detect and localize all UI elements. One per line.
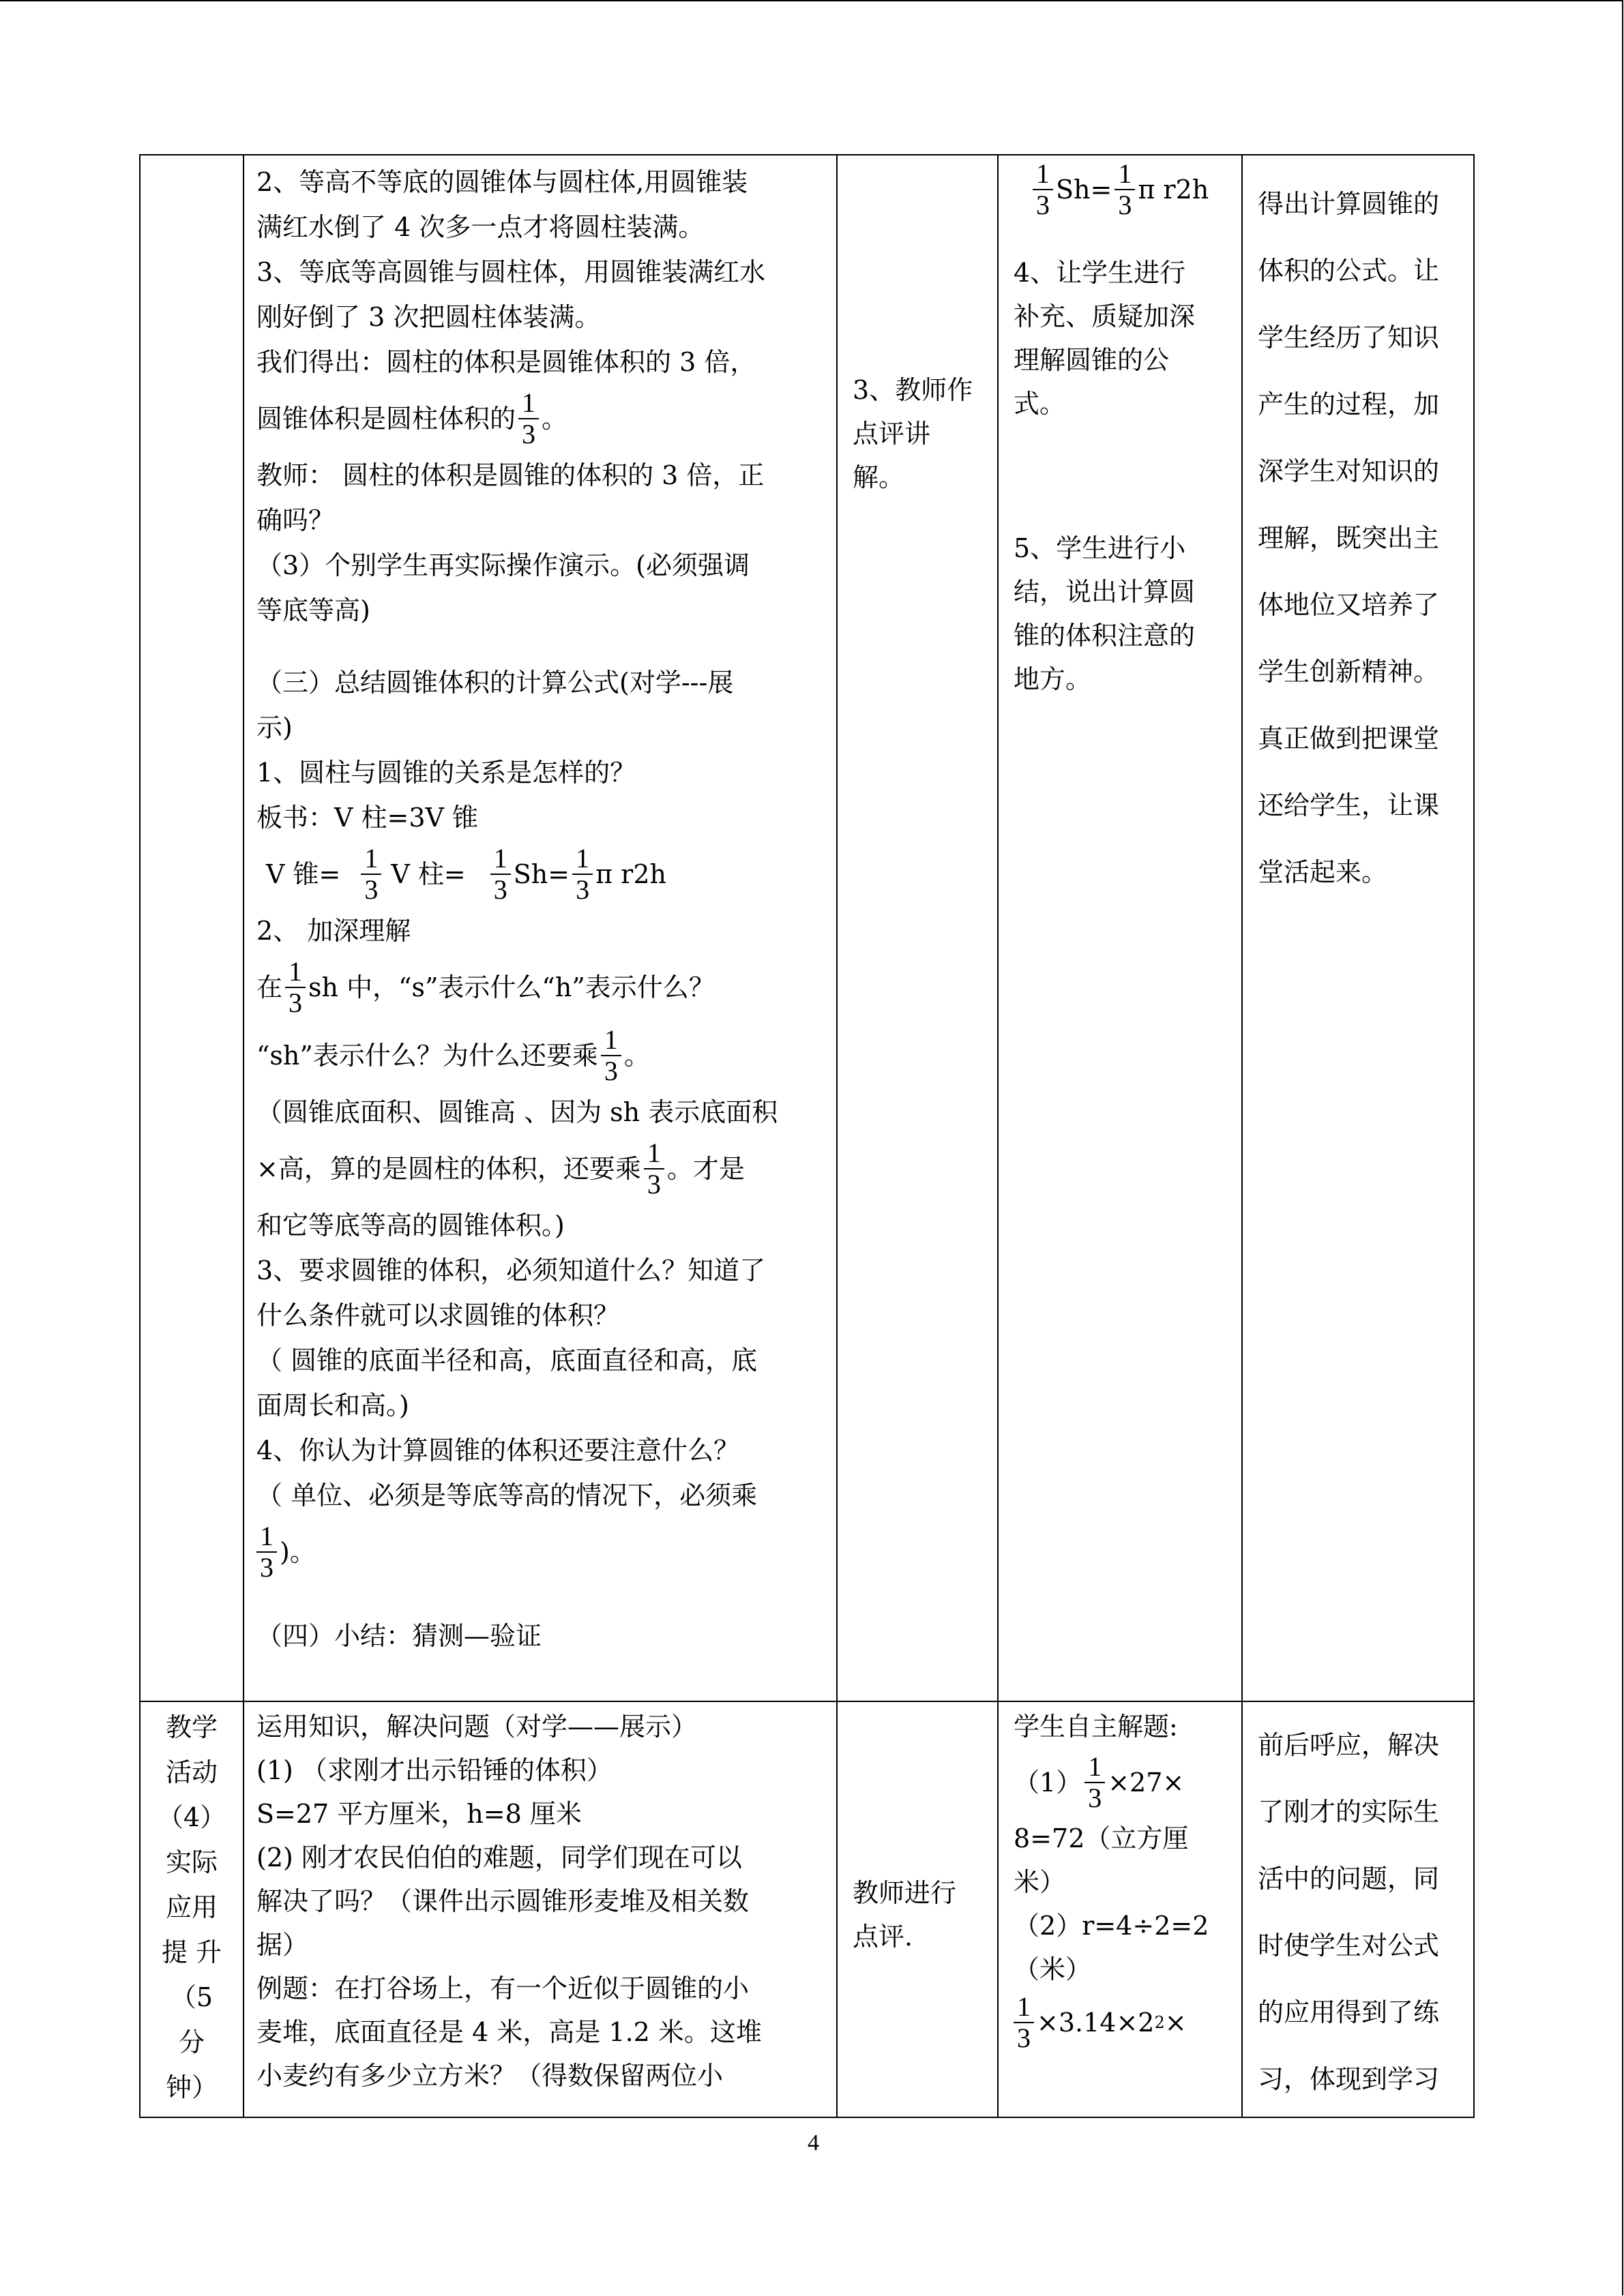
text-line: 2、等高不等底的圆锥体与圆柱体,用圆锥装 — [256, 167, 748, 197]
text-line: 3、教师作 — [853, 375, 973, 405]
text-line: 运用知识，解决问题（对学——展示） — [256, 1712, 698, 1742]
text-line: 了刚才的实际生 — [1258, 1797, 1440, 1827]
text-line: 结，说出计算圆 — [1014, 577, 1196, 607]
text-line: 理解圆锥的公 — [1014, 345, 1170, 375]
text-line: 5、学生进行小 — [1014, 533, 1186, 563]
text-line: 满红水倒了 4 次多一点才将圆柱装满。 — [256, 212, 705, 242]
text-line: 什么条件就可以求圆锥的体积？ — [256, 1300, 620, 1330]
text-line: （ 单位、必须是等底等高的情况下，必须乘 — [256, 1480, 758, 1510]
table-row — [140, 1701, 1474, 2117]
content-cell — [243, 1701, 837, 2117]
text-line: （3）个别学生再实际操作演示。(必须强调 — [256, 550, 750, 580]
text-line: 的应用得到了练 — [1258, 1997, 1440, 2027]
text-line: 时使学生对公式 — [1258, 1930, 1440, 1960]
text-line: 得出计算圆锥的 — [1258, 189, 1440, 219]
text-line: S=27 平方厘米，h=8 厘米 — [256, 1799, 582, 1829]
text-line: (1) （求刚才出示铅锤的体积） — [256, 1755, 612, 1785]
text-line: 米） — [1014, 1867, 1066, 1897]
purpose-cell — [1242, 155, 1474, 1701]
text-line: 教师进行 — [853, 1878, 957, 1908]
text-line: 体积的公式。让 — [1258, 256, 1440, 286]
text-line: （2）r=4÷2=2 — [1014, 1911, 1209, 1941]
text-line: $\frac{1}{3}$ )。 — [256, 1518, 827, 1586]
teacher-cell — [837, 1701, 998, 2117]
text-line: 麦堆，底面直径是 4 米，高是 1.2 米。这堆 — [256, 2017, 762, 2047]
text-line: 理解，既突出主 — [1258, 523, 1440, 553]
text-line: 习，体现到学习 — [1258, 2064, 1440, 2094]
text-line: 圆锥体积是圆柱体积的 $\frac{1}{3}$ 。 — [256, 387, 568, 449]
text-line: 还给学生，让课 — [1258, 790, 1440, 820]
text-line: 示) — [256, 713, 293, 743]
table-row — [140, 155, 1474, 1701]
text-line: 点评讲 — [853, 419, 931, 449]
text-line: （ 圆锥的底面半径和高，底面直径和高，底 — [256, 1345, 758, 1375]
text-line: （四）小结：猜测—验证 — [256, 1621, 542, 1651]
text-line: 刚好倒了 3 次把圆柱体装满。 — [256, 302, 601, 332]
text-line: 面周长和高。) — [256, 1390, 409, 1420]
text-line: 等底等高) — [256, 595, 370, 625]
text-line: 锥的体积注意的 — [1014, 621, 1196, 651]
text-line: 产生的过程，加 — [1258, 389, 1440, 419]
student-cell — [998, 155, 1242, 1701]
text-line: 式。 — [1014, 389, 1066, 419]
text-line: 点评. — [853, 1922, 913, 1952]
lesson-plan-table — [139, 154, 1475, 2118]
text-line: 前后呼应，解决 — [1258, 1730, 1440, 1760]
text-line: 2、 加深理解 — [256, 916, 411, 946]
text-line: 解。 — [853, 462, 905, 492]
text-line: 我们得出：圆柱的体积是圆锥体积的 3 倍， — [256, 347, 756, 377]
text-line: （米） — [1014, 1954, 1092, 1984]
teacher-cell — [837, 155, 998, 1701]
text-line: 地方。 — [1014, 664, 1092, 694]
text-line: 在 $\frac{1}{3}$ sh 中，“s”表示什么“h”表示什么？ — [256, 956, 715, 1018]
content-cell — [243, 155, 837, 1701]
page-number: 4 — [808, 2130, 819, 2156]
text-line: 补充、质疑加深 — [1014, 301, 1196, 331]
formula-line: $\frac{1}{3}$ Sh= $\frac{1}{3}$ π r2h — [1014, 155, 1232, 224]
text-line: 1、圆柱与圆锥的关系是怎样的？ — [256, 758, 636, 788]
text-line: 学生自主解题: — [1014, 1712, 1178, 1742]
text-line: 小麦约有多少立方米？（得数保留两位小 — [256, 2061, 724, 2091]
text-line: 深学生对知识的 — [1258, 456, 1440, 486]
text-line: 3、等底等高圆锥与圆柱体，用圆锥装满红水 — [256, 257, 766, 287]
text-line: （三）总结圆锥体积的计算公式(对学---展 — [256, 668, 734, 698]
text-line: 真正做到把课堂 — [1258, 724, 1440, 754]
text-line: 8=72（立方厘 — [1014, 1823, 1189, 1853]
stage-cell: 教学 活动 （4） 实际 应用 提 升 （5 分 钟） — [140, 1701, 243, 2117]
text-line: “sh”表示什么？为什么还要乘 $\frac{1}{3}$ 。 — [256, 1024, 650, 1086]
text-line: 活中的问题，同 — [1258, 1864, 1440, 1894]
text-line: 解决了吗？（课件出示圆锥形麦堆及相关数 — [256, 1886, 750, 1916]
text-line: 板书：V 柱=3V 锥 — [256, 803, 479, 833]
stage-cell — [140, 155, 243, 1701]
text-line: (2) 刚才农民伯伯的难题，同学们现在可以 — [256, 1843, 742, 1873]
text-line: （圆锥底面积、圆锥高 、因为 sh 表示底面积 — [256, 1097, 778, 1127]
text-line: 3、要求圆锥的体积，必须知道什么？知道了 — [256, 1255, 766, 1285]
text-line: 学生经历了知识 — [1258, 323, 1440, 353]
text-line: 确吗？ — [256, 505, 335, 535]
text-line: 4、让学生进行 — [1014, 258, 1186, 288]
text-line: 据） — [256, 1930, 309, 1960]
text-line: 学生创新精神。 — [1258, 657, 1440, 687]
text-line: 体地位又培养了 — [1258, 590, 1440, 620]
purpose-cell — [1242, 1701, 1474, 2117]
text-line: 和它等底等高的圆锥体积。) — [256, 1210, 565, 1240]
student-cell — [998, 1701, 1242, 2117]
text-line: 堂活起来。 — [1258, 857, 1388, 887]
text-line: ×高，算的是圆柱的体积，还要乘 $\frac{1}{3}$ 。才是 — [256, 1137, 745, 1199]
formula-line: V 锥= $\frac{1}{3}$ V 柱= $\frac{1}{3}$ Sh= $\frac{1}{3}$ π r2h — [266, 843, 666, 905]
text-line: 教师： 圆柱的体积是圆锥的体积的 3 倍，正 — [256, 460, 765, 490]
text-line: $\frac{1}{3}$ ×3.14×2 2 × — [1014, 1991, 1232, 2054]
text-line: （1） $\frac{1}{3}$ ×27× — [1014, 1751, 1185, 1813]
text-line: 例题：在打谷场上，有一个近似于圆锥的小 — [256, 1973, 750, 2003]
fraction-one-third: $\frac{1}{3}$ — [518, 388, 539, 449]
text-line: 4、你认为计算圆锥的体积还要注意什么？ — [256, 1435, 740, 1465]
